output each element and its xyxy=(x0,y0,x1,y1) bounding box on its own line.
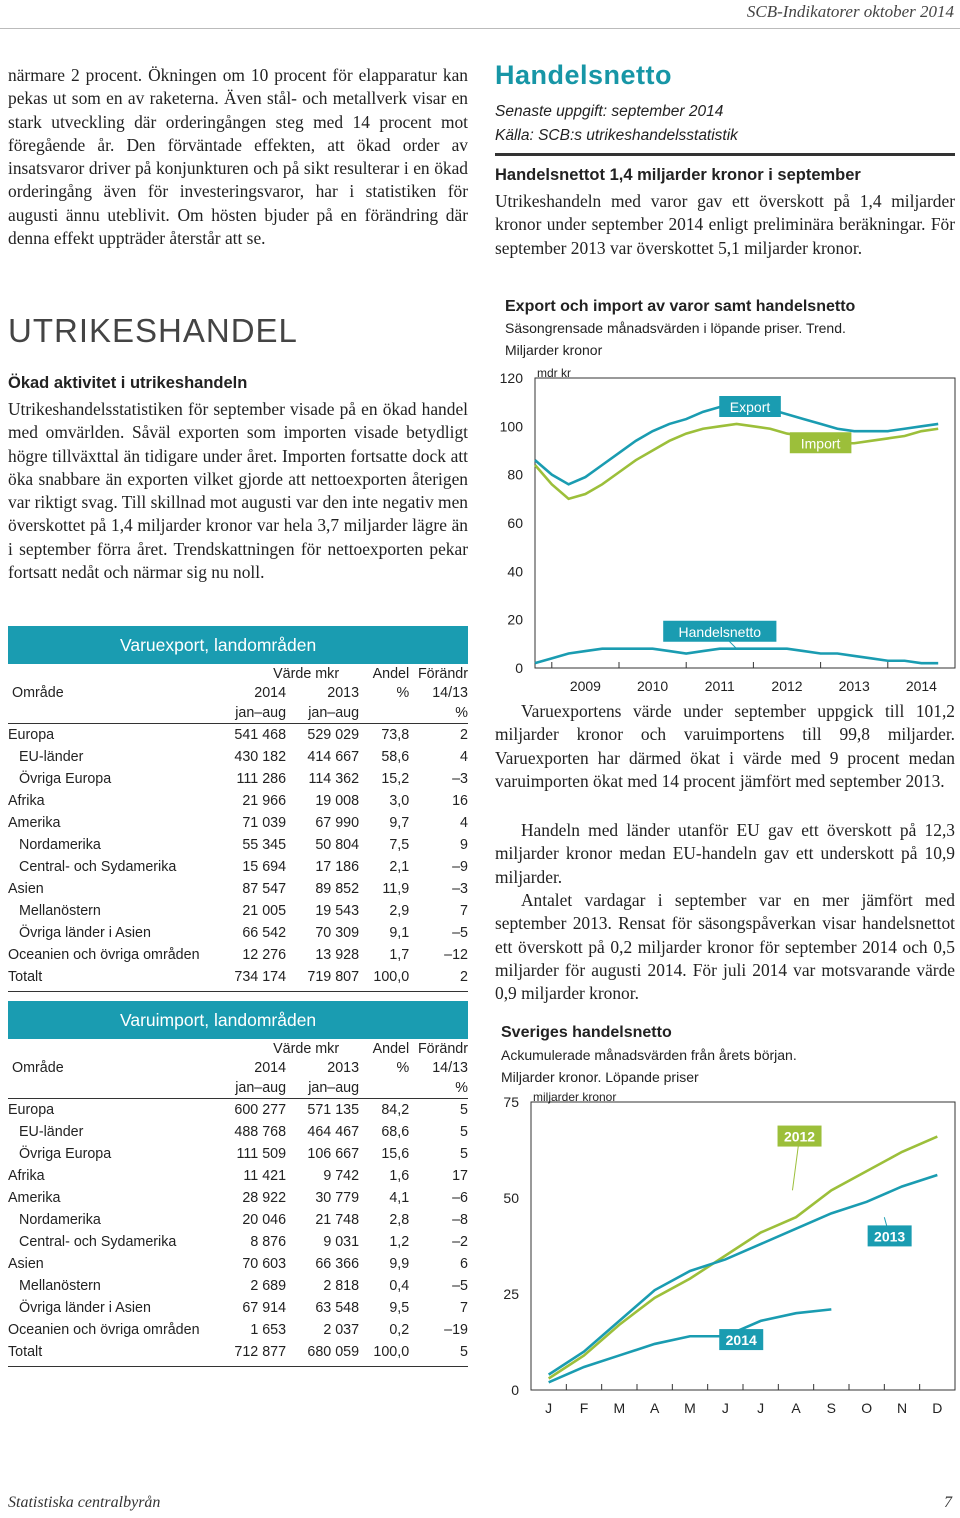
table-row xyxy=(8,1143,468,1165)
y-tick-label: 80 xyxy=(507,466,523,483)
value-cell: 114 362 xyxy=(308,770,360,787)
col-2014: 2014 xyxy=(254,1060,287,1077)
value-cell: 111 286 xyxy=(236,770,287,787)
value-cell: 5 xyxy=(460,1123,468,1140)
col-2013: 2013 xyxy=(327,1060,360,1077)
value-cell: 55 345 xyxy=(242,836,287,853)
area-cell: Central- och Sydamerika xyxy=(19,858,177,875)
col-1413: 14/13 xyxy=(432,685,468,702)
value-cell: 16 xyxy=(452,792,468,809)
intro-paragraph: närmare 2 procent. Ökningen om 10 procent för elapparatur kan pekas ut som en av raketerna. Även stål- och metallverk visar en stark utveckling där orderingången steg med 14 procent mot föregående år. Den förväntade effekten, att ökad order av insatsvaror driver på konjunkturen och på sikt resulterar i en ökad orderingång även för investeringsvaror, har i statistiken för augusti ännu uteblivit. Om hösten bjuder på en förändring där denna effekt uppträder återstår att se. xyxy=(8,65,468,249)
value-cell: 71 039 xyxy=(242,814,287,831)
col-period2: jan–aug xyxy=(286,1078,359,1098)
value-cell: 100,0 xyxy=(373,968,410,985)
section-body: Utrikeshandelsstatistiken för september visade på en ökad handel med omvärlden. Såväl exporten som importen visade betydligt högre tillväxttal än tidigare under året. Importen fortsatte dock att öka snabbare än exporten vilket gjorde att nettoexporten återigen var riktigt svag. Till skillnad mot augusti var den inte negativ men överskottet på 1,4 miljarder kronor var hela 3,7 miljarder lägre än i september förra året. Trendskattningen för nettoexporten pekar fortsatt nedåt och närmar sig nu noll. xyxy=(8,399,468,583)
value-cell: 2,1 xyxy=(389,858,410,875)
value-cell: 63 548 xyxy=(315,1299,360,1316)
chart2-unit: Miljarder kronor. Löpande priser xyxy=(501,1069,699,1085)
x-tick-label: A xyxy=(649,1400,660,1416)
series-label: Export xyxy=(729,399,771,415)
handelsnetto-title: Handelsnetto xyxy=(495,60,673,90)
chart1-unit: Miljarder kronor xyxy=(505,342,603,358)
value-cell: 2 689 xyxy=(250,1277,287,1294)
col-period: jan–aug xyxy=(217,703,287,723)
value-cell: 4 xyxy=(460,748,468,765)
table-row xyxy=(8,1231,468,1253)
table-row xyxy=(8,856,468,878)
value-cell: 0,4 xyxy=(389,1277,410,1294)
value-cell: 100,0 xyxy=(373,1343,410,1360)
area-cell: Nordamerika xyxy=(19,1211,101,1228)
value-cell: –3 xyxy=(452,770,468,787)
handelsnetto-cumulative-chart xyxy=(495,1090,960,1420)
y-tick-label: 40 xyxy=(507,563,523,580)
x-tick-label: 2012 xyxy=(771,678,803,692)
header-divider xyxy=(0,28,960,29)
value-cell: 21 005 xyxy=(242,902,287,919)
x-tick-label: N xyxy=(896,1400,908,1416)
value-cell: 84,2 xyxy=(381,1101,410,1118)
table-row xyxy=(8,1297,468,1319)
table-bottom-rule xyxy=(8,991,468,992)
area-cell: Afrika xyxy=(8,1167,45,1184)
paragraph-3 xyxy=(495,819,955,889)
col-change-label: Förändr xyxy=(417,665,468,682)
page-number: 7 xyxy=(944,1494,952,1511)
export-import-chart xyxy=(495,362,960,692)
export-table xyxy=(8,626,468,992)
chart2-title: Sveriges handelsnetto xyxy=(501,1024,672,1041)
paragraph-2-text: Varuexportens värde under september uppgick till 101,2 miljarder kronor och varuimportens till 99,8 miljarder. Varuexporten har därmed ökat i värde med 9 procent medan varuimporten ökat med 14 procent jämfört med september 2013. xyxy=(495,701,955,791)
value-cell: 111 509 xyxy=(236,1145,287,1162)
section-subheading: Ökad aktivitet i utrikeshandeln xyxy=(8,374,248,392)
value-cell: –12 xyxy=(444,946,468,963)
value-cell: 70 603 xyxy=(242,1255,287,1272)
value-cell: 73,8 xyxy=(381,726,410,743)
value-cell: 19 008 xyxy=(315,792,360,809)
value-cell: 9,9 xyxy=(389,1255,410,1272)
value-cell: 4 xyxy=(460,814,468,831)
table-row xyxy=(8,834,468,856)
value-cell: 600 277 xyxy=(234,1101,287,1118)
value-cell: 66 542 xyxy=(242,924,287,941)
value-cell: 9 742 xyxy=(323,1167,360,1184)
area-cell: Amerika xyxy=(8,1189,61,1206)
table-row xyxy=(8,768,468,790)
area-cell: Afrika xyxy=(8,792,45,809)
value-cell: 68,6 xyxy=(381,1123,410,1140)
value-cell: 7 xyxy=(460,902,468,919)
value-cell: 50 804 xyxy=(315,836,360,853)
series-label: Import xyxy=(800,435,841,452)
value-cell: 11 421 xyxy=(243,1167,287,1184)
table-row xyxy=(8,1121,468,1143)
x-tick-label: 2014 xyxy=(905,678,937,692)
paragraph-2 xyxy=(495,700,955,793)
value-cell: 70 309 xyxy=(315,924,360,941)
area-cell: Mellanöstern xyxy=(19,902,101,919)
col-2014: 2014 xyxy=(254,685,287,702)
value-cell: 106 667 xyxy=(307,1145,360,1162)
col-pct: % xyxy=(396,685,410,702)
value-cell: 712 877 xyxy=(234,1343,287,1360)
value-cell: 719 807 xyxy=(307,968,360,985)
col-area-label: Område xyxy=(12,1060,64,1077)
table-row xyxy=(8,723,468,746)
value-cell: 9 031 xyxy=(323,1233,360,1250)
x-tick-label: M xyxy=(684,1400,696,1416)
table-row xyxy=(8,790,468,812)
latest-data-note: Senaste uppgift: september 2014 xyxy=(495,103,724,120)
y-tick-label: 50 xyxy=(503,1190,519,1206)
table-row xyxy=(8,746,468,768)
x-tick-label: 2013 xyxy=(838,678,870,692)
y-tick-label: 0 xyxy=(515,660,523,676)
col-1413: 14/13 xyxy=(432,1060,468,1077)
series-label: 2014 xyxy=(725,1332,757,1349)
area-cell: Central- och Sydamerika xyxy=(19,1233,177,1250)
value-cell: 15,6 xyxy=(381,1145,410,1162)
paragraph-4 xyxy=(495,889,955,1005)
value-cell: –8 xyxy=(452,1211,468,1228)
value-cell: 9 xyxy=(460,836,468,853)
value-cell: 430 182 xyxy=(234,748,287,765)
value-cell: 488 768 xyxy=(234,1123,287,1140)
series-label: 2012 xyxy=(783,1128,816,1145)
col-share-label: Andel xyxy=(372,665,410,682)
value-cell: 5 xyxy=(460,1343,468,1360)
footer-publisher: Statistiska centralbyrån xyxy=(8,1494,161,1511)
value-cell: 21 748 xyxy=(315,1211,360,1228)
value-cell: 5 xyxy=(460,1101,468,1118)
paragraph-4-text: Antalet vardagar i september var en mer jämfört med september 2013. Rensat för säsongspåverkan visar handelsnettot ett överskott på 0,2 miljarder kronor för september 2014 och 0,5 miljarder för augusti 2014. För juli 2014 var motsvarande värde 0,9 miljarder kronor. xyxy=(495,890,955,1004)
area-cell: EU-länder xyxy=(19,748,84,765)
value-cell: 58,6 xyxy=(381,748,410,765)
table-row xyxy=(8,944,468,966)
col-period2: jan–aug xyxy=(286,703,359,723)
value-cell: –9 xyxy=(452,858,468,875)
area-cell: Övriga länder i Asien xyxy=(19,1299,151,1316)
value-cell: 2,9 xyxy=(389,902,410,919)
col-share-label: Andel xyxy=(372,1040,410,1057)
value-cell: 414 667 xyxy=(307,748,360,765)
x-tick-label: O xyxy=(861,1400,873,1416)
table-row xyxy=(8,900,468,922)
table-row xyxy=(8,1319,468,1341)
value-cell: 1,6 xyxy=(389,1167,410,1184)
table-row xyxy=(8,1165,468,1187)
value-cell: 9,7 xyxy=(389,814,410,831)
value-cell: 67 914 xyxy=(242,1299,287,1316)
table-row xyxy=(8,878,468,900)
x-tick-label: 2011 xyxy=(704,678,735,692)
chart1-title: Export och import av varor samt handelsnetto xyxy=(505,298,856,315)
col-period: jan–aug xyxy=(217,1078,287,1098)
x-tick-label: F xyxy=(579,1400,589,1416)
col-value-label: Värde mkr xyxy=(273,1040,340,1057)
value-cell: –5 xyxy=(452,1277,468,1294)
headline: Handelsnettot 1,4 miljarder kronor i september xyxy=(495,166,861,184)
value-cell: 19 543 xyxy=(315,902,360,919)
value-cell: 28 922 xyxy=(242,1189,287,1206)
x-tick-label: J xyxy=(721,1400,729,1416)
col-change-label: Förändr xyxy=(417,1040,468,1057)
area-cell: Asien xyxy=(8,880,44,897)
value-cell: 2 xyxy=(460,726,468,743)
value-cell: –19 xyxy=(444,1321,468,1338)
series-label: 2013 xyxy=(874,1228,906,1245)
col-value-label: Värde mkr xyxy=(273,665,340,682)
table-row xyxy=(8,812,468,834)
value-cell: 13 928 xyxy=(315,946,360,963)
y-tick-label: 120 xyxy=(499,370,523,386)
value-cell: 571 135 xyxy=(307,1101,360,1118)
x-tick-label: 2009 xyxy=(569,678,601,692)
import-table-title: Varuimport, landområden xyxy=(8,1001,468,1039)
area-cell: EU-länder xyxy=(19,1123,84,1140)
area-cell: Övriga Europa xyxy=(19,770,112,787)
y-tick-label: 25 xyxy=(503,1286,519,1302)
value-cell: 2 xyxy=(460,968,468,985)
y-axis-unit: miljarder kronor xyxy=(533,1090,617,1104)
col-pct2: % xyxy=(409,1078,468,1098)
table-bottom-rule xyxy=(8,1366,468,1367)
value-cell: 9,1 xyxy=(389,924,410,941)
publication-header: SCB-Indikatorer oktober 2014 xyxy=(746,2,954,21)
value-cell: –3 xyxy=(452,880,468,897)
col-pct2: % xyxy=(409,703,468,723)
value-cell: 1 653 xyxy=(250,1321,287,1338)
col-area-label: Område xyxy=(12,685,64,702)
y-tick-label: 20 xyxy=(507,611,523,628)
value-cell: –6 xyxy=(452,1189,468,1206)
source-note: Källa: SCB:s utrikeshandelsstatistik xyxy=(495,127,738,144)
value-cell: 2,8 xyxy=(389,1211,410,1228)
y-tick-label: 0 xyxy=(511,1382,519,1398)
value-cell: 15,2 xyxy=(381,770,410,787)
series-line-handelsnetto xyxy=(535,649,938,664)
x-tick-label: 2010 xyxy=(637,678,669,692)
value-cell: 9,5 xyxy=(389,1299,410,1316)
area-cell: Oceanien och övriga områden xyxy=(8,1321,200,1338)
y-tick-label: 75 xyxy=(503,1094,519,1110)
area-cell: Totalt xyxy=(8,968,43,985)
value-cell: 17 186 xyxy=(315,858,360,875)
x-tick-label: A xyxy=(791,1400,801,1416)
value-cell: 1,2 xyxy=(389,1233,410,1250)
value-cell: 2 818 xyxy=(323,1277,360,1294)
x-tick-label: D xyxy=(932,1400,943,1416)
value-cell: 529 029 xyxy=(307,726,360,743)
value-cell: 8 876 xyxy=(250,1233,287,1250)
series-line-import xyxy=(535,424,938,499)
value-cell: 30 779 xyxy=(315,1189,360,1206)
value-cell: 66 366 xyxy=(315,1255,360,1272)
area-cell: Nordamerika xyxy=(19,836,101,853)
chart1-subtitle: Säsongrensade månadsvärden i löpande priser. Trend. xyxy=(505,320,846,336)
value-cell: 7 xyxy=(460,1299,468,1316)
import-table xyxy=(8,1001,468,1367)
section-title: UTRIKESHANDEL xyxy=(8,312,298,349)
value-cell: 12 276 xyxy=(242,946,287,963)
value-cell: 15 694 xyxy=(242,858,287,875)
area-cell: Övriga Europa xyxy=(19,1145,112,1162)
y-tick-label: 100 xyxy=(499,418,523,435)
value-cell: 3,0 xyxy=(389,792,410,809)
export-table-title: Varuexport, landområden xyxy=(8,626,468,664)
col-2013: 2013 xyxy=(327,685,360,702)
value-cell: 464 467 xyxy=(307,1123,360,1140)
area-cell: Amerika xyxy=(8,814,61,831)
area-cell: Övriga länder i Asien xyxy=(19,924,151,941)
area-cell: Totalt xyxy=(8,1343,43,1360)
value-cell: 1,7 xyxy=(389,946,410,963)
col-pct: % xyxy=(396,1060,410,1077)
value-cell: –5 xyxy=(452,924,468,941)
area-cell: Europa xyxy=(8,726,55,743)
table-row xyxy=(8,1098,468,1121)
value-cell: 680 059 xyxy=(307,1343,360,1360)
table-row xyxy=(8,1341,468,1363)
area-cell: Oceanien och övriga områden xyxy=(8,946,200,963)
value-cell: 734 174 xyxy=(234,968,287,985)
value-cell: 67 990 xyxy=(315,814,360,831)
table-row xyxy=(8,1275,468,1297)
x-tick-label: S xyxy=(826,1400,837,1416)
value-cell: 20 046 xyxy=(242,1211,287,1228)
paragraph-1: Utrikeshandeln med varor gav ett överskott på 1,4 miljarder kronor under september 2014 enligt preliminära beräkningar. För september 2013 var överskottet 5,1 miljarder kronor. xyxy=(495,191,955,258)
y-tick-label: 60 xyxy=(507,515,523,531)
table-row xyxy=(8,966,468,988)
table-row xyxy=(8,922,468,944)
value-cell: 7,5 xyxy=(389,836,410,853)
series-label: Handelsnetto xyxy=(678,623,762,640)
area-cell: Mellanöstern xyxy=(19,1277,101,1294)
y-axis-unit: mdr kr xyxy=(537,366,571,380)
value-cell: 87 547 xyxy=(242,880,287,897)
x-tick-label: M xyxy=(613,1400,626,1416)
value-cell: 17 xyxy=(452,1167,468,1184)
value-cell: 541 468 xyxy=(234,726,287,743)
value-cell: 5 xyxy=(460,1145,468,1162)
x-tick-label: J xyxy=(757,1400,765,1416)
value-cell: 4,1 xyxy=(389,1189,410,1206)
value-cell: 11,9 xyxy=(382,880,410,897)
value-cell: 2 037 xyxy=(323,1321,360,1338)
table-row xyxy=(8,1209,468,1231)
table-row xyxy=(8,1253,468,1275)
value-cell: 6 xyxy=(460,1255,468,1272)
value-cell: 89 852 xyxy=(315,880,360,897)
value-cell: –2 xyxy=(452,1233,468,1250)
table-row xyxy=(8,1187,468,1209)
area-cell: Asien xyxy=(8,1255,44,1272)
value-cell: 21 966 xyxy=(242,792,287,809)
x-tick-label: J xyxy=(545,1400,553,1416)
paragraph-3-text: Handeln med länder utanför EU gav ett överskott på 12,3 miljarder kronor medan EU-handeln gav ett underskott på 10,9 miljarder. xyxy=(495,820,955,887)
title-rule xyxy=(495,153,955,156)
value-cell: 0,2 xyxy=(389,1321,410,1338)
chart2-subtitle: Ackumulerade månadsvärden från årets början. xyxy=(501,1047,797,1063)
area-cell: Europa xyxy=(8,1101,55,1118)
